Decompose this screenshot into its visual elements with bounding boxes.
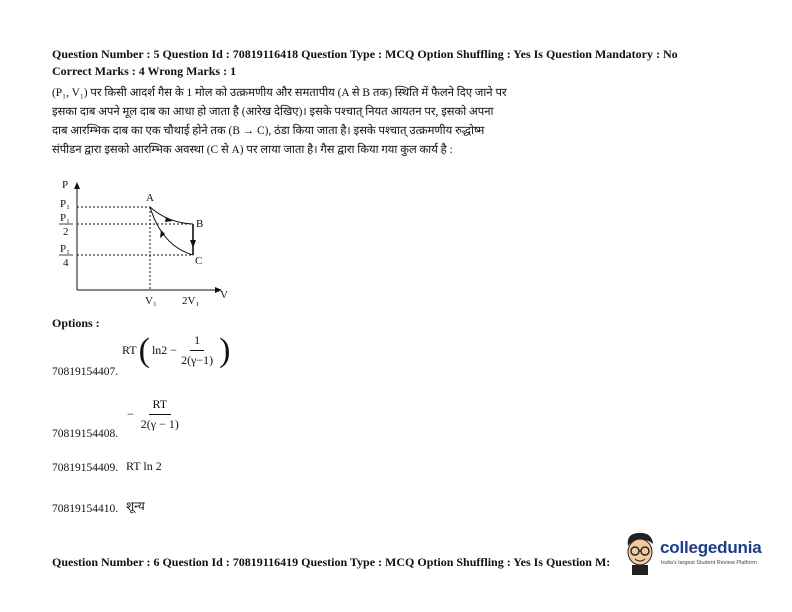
collegedunia-logo [622, 530, 782, 580]
adiabatic-curve [150, 207, 193, 255]
p1-quarter-num: P₁ [60, 243, 70, 255]
point-b-label: B [196, 218, 204, 230]
question-text [52, 84, 592, 160]
mascot-icon [622, 530, 658, 576]
option-4-id[interactable]: 70819154410. [52, 503, 119, 515]
2v1-label: 2V₁ [182, 295, 200, 307]
option-1-numerator: 1 [190, 333, 204, 351]
option-4-expression: शून्य [126, 499, 145, 513]
next-question-header: Question Number : 6 Question Id : 70819116419 Question Type : MCQ Option Shuffling : Yes Is Question M: [52, 555, 611, 569]
logo-wordmark: collegedunia [660, 538, 762, 557]
left-paren: ( [138, 331, 150, 369]
question-header: Question Number : 5 Question Id : 70819116418 Question Type : MCQ Option Shuffling : Yes Is Question Mandatory : No [52, 47, 678, 61]
option-2-denominator: 2(γ − 1) [140, 417, 179, 431]
isothermal-curve [150, 207, 193, 224]
question-text-line: इसका दाब अपने मूल दाब का आधा हो जाता है (आरेख देखिए)। इसके पश्चात् नियत आयतन पर, इसको अपना [52, 106, 494, 118]
options-label: Options : [52, 316, 100, 330]
p-axis-arrow [74, 182, 80, 189]
option-2-id[interactable]: 70819154408. [52, 428, 119, 440]
isochoric-arrow [190, 240, 196, 248]
question-text-line: (P₁, V₁) पर किसी आदर्श गैस के 1 मोल को उत्क्रमणीय और समतापीय (A से B तक) स्थिति में फैलने दिए जाने पर [52, 87, 507, 99]
option-2-minus: − [127, 407, 134, 421]
option-1-rt: RT [122, 343, 137, 357]
option-3-expression: RT ln 2 [126, 459, 162, 473]
v-axis-label: V [220, 289, 228, 301]
option-1-expression [122, 333, 230, 368]
option-1-denominator: 2(γ−1) [181, 353, 214, 367]
p1-half-num: P₁ [60, 212, 70, 224]
logo-tagline: India's largest Student Review Platform [661, 560, 757, 566]
p1-label: P₁ [60, 198, 70, 210]
point-c-label: C [195, 255, 203, 267]
option-2-numerator: RT [149, 397, 172, 415]
option-2-fraction [137, 397, 183, 432]
v1-label: V₁ [145, 295, 157, 307]
right-paren: ) [219, 331, 231, 369]
option-1-fraction [177, 333, 217, 368]
point-a-label: A [146, 192, 154, 204]
option-3-id[interactable]: 70819154409. [52, 462, 119, 474]
option-1-id[interactable]: 70819154407. [52, 366, 119, 378]
question-text-line: संपीडन द्वारा इसको आरम्भिक अवस्था (C से A) पर लाया जाता है। गैस द्वारा किया गया कुल कार्य है : [52, 144, 453, 156]
pv-diagram [50, 176, 240, 310]
p1-quarter-den: 4 [63, 257, 69, 269]
option-2-expression [127, 397, 183, 432]
p-axis-label: P [62, 179, 69, 191]
p1-half-den: 2 [63, 226, 69, 238]
option-1-ln: ln2 − [151, 343, 178, 357]
marks-line: Correct Marks : 4 Wrong Marks : 1 [52, 64, 237, 78]
question-text-line: दाब आरम्भिक दाब का एक चौथाई होने तक (B → C), ठंडा किया जाता है। इसके पश्चात् उत्क्रमणीय रुद्धोष्म [52, 125, 485, 137]
